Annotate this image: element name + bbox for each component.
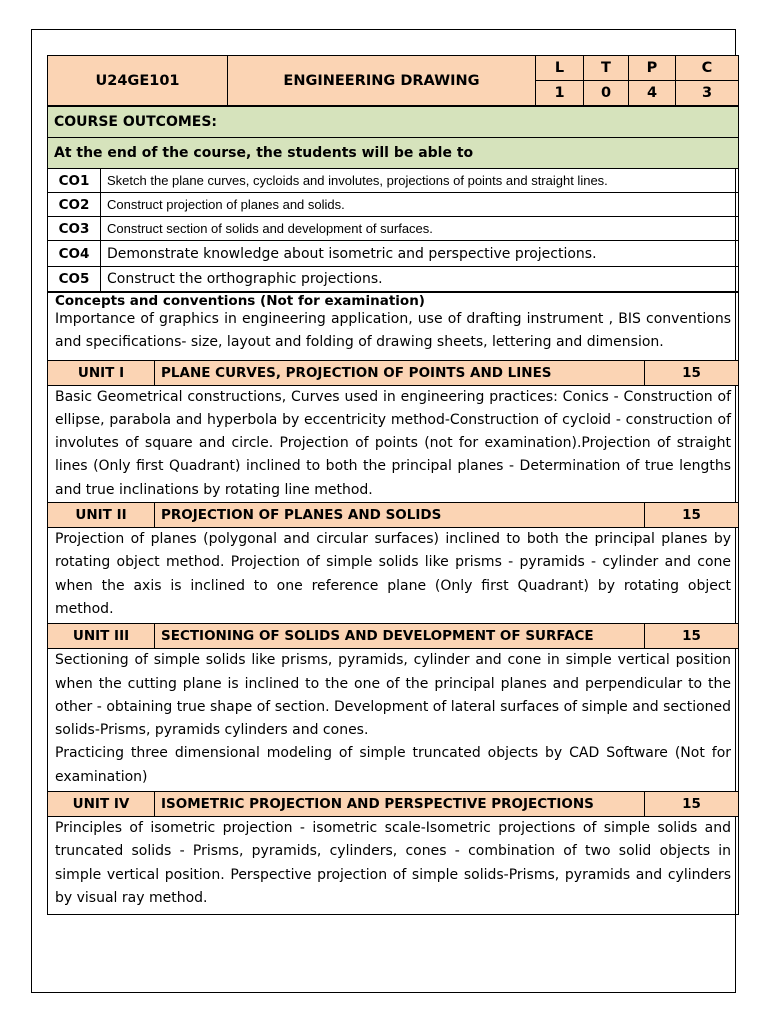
unit-label: UNIT II: [48, 503, 155, 528]
unit-content: Principles of isometric projection - isometric scale-Isometric projections of simple solids and truncated solids - Prisms, pyramids, cylinders, cones - combination of two solid objects in simple vertical position. Perspective projection of simple solids-Prisms, pyramids and cylinders by visual ray method.: [48, 817, 739, 915]
outcome-text: Construct the orthographic projections.: [101, 267, 739, 292]
unit-header: [48, 360, 739, 385]
unit-hours: 15: [645, 503, 739, 528]
outcomes-heading: COURSE OUTCOMES:: [48, 107, 739, 138]
unit-hours: 15: [645, 360, 739, 385]
unit-header: [48, 792, 739, 817]
ltpc-value-l: 1: [536, 81, 584, 106]
unit-content: Projection of planes (polygonal and circular surfaces) inclined to both the principal planes by rotating object method. Projection of simple solids like prisms - pyramids - cylinder and cone when the axis is inclined to one reference plane (Only first Quadrant) by rotating object method.: [48, 528, 739, 624]
outcome-text: Sketch the plane curves, cycloids and involutes, projections of points and straight lines.: [101, 169, 739, 193]
unit-header: [48, 503, 739, 528]
ltpc-value-t: 0: [584, 81, 629, 106]
units-table: [47, 292, 739, 915]
outcome-text: Demonstrate knowledge about isometric and perspective projections.: [101, 241, 739, 267]
unit-title: PROJECTION OF PLANES AND SOLIDS: [155, 503, 645, 528]
unit-content-paragraph: Sectioning of simple solids like prisms, pyramids, cylinder and cone in simple vertical position when the cutting plane is inclined to the one of the principal planes and perpendicular to the other - obtaining true shape of section. Development of lateral surfaces of simple and sectioned solids-Prisms, pyramids cylinders and cones.: [55, 652, 732, 739]
unit-content: [48, 649, 739, 792]
ltpc-value-p: 4: [629, 81, 676, 106]
ltpc-value-c: 3: [676, 81, 739, 106]
concepts-block: [48, 293, 739, 361]
outcome-row: [48, 267, 739, 292]
ltpc-label-l: L: [536, 56, 584, 81]
course-outcomes-table: [47, 106, 739, 292]
outcome-row: [48, 217, 739, 241]
course-header-table: [47, 55, 739, 106]
outcome-row: [48, 193, 739, 217]
ltpc-label-p: P: [629, 56, 676, 81]
ltpc-label-c: C: [676, 56, 739, 81]
unit-header: [48, 624, 739, 649]
outcome-code: CO3: [48, 217, 101, 241]
outcome-code: CO5: [48, 267, 101, 292]
unit-title: SECTIONING OF SOLIDS AND DEVELOPMENT OF SURFACE: [155, 624, 645, 649]
outcome-text: Construct projection of planes and solids.: [101, 193, 739, 217]
unit-content-paragraph: Practicing three dimensional modeling of simple truncated objects by CAD Software (Not for examination): [55, 745, 732, 785]
syllabus-sheet: [47, 55, 738, 915]
unit-hours: 15: [645, 792, 739, 817]
outcome-code: CO1: [48, 169, 101, 193]
ltpc-label-t: T: [584, 56, 629, 81]
unit-label: UNIT III: [48, 624, 155, 649]
unit-title: PLANE CURVES, PROJECTION OF POINTS AND LINES: [155, 360, 645, 385]
unit-title: ISOMETRIC PROJECTION AND PERSPECTIVE PROJECTIONS: [155, 792, 645, 817]
outcome-row: [48, 241, 739, 267]
unit-content: Basic Geometrical constructions, Curves used in engineering practices: Conics - Construction of ellipse, parabola and hyperbola by eccentricity method-Construction of cycloid - construction of involutes of square and circle. Projection of points (not for examination).Projection of straight lines (Only first Quadrant) inclined to both the principal planes - Determination of true lengths and true inclinations by rotating line method.: [48, 385, 739, 502]
outcome-code: CO4: [48, 241, 101, 267]
outcome-code: CO2: [48, 193, 101, 217]
outcome-row: [48, 169, 739, 193]
concepts-title: Concepts and conventions (Not for examination): [55, 293, 425, 309]
unit-label: UNIT I: [48, 360, 155, 385]
course-title: ENGINEERING DRAWING: [228, 56, 536, 106]
unit-label: UNIT IV: [48, 792, 155, 817]
concepts-text: Importance of graphics in engineering application, use of drafting instrument , BIS conventions and specifications- size, layout and folding of drawing sheets, lettering and dimension.: [55, 311, 732, 351]
unit-hours: 15: [645, 624, 739, 649]
course-code: U24GE101: [48, 56, 228, 106]
outcome-text: Construct section of solids and development of surfaces.: [101, 217, 739, 241]
outcomes-intro: At the end of the course, the students will be able to: [48, 138, 739, 169]
